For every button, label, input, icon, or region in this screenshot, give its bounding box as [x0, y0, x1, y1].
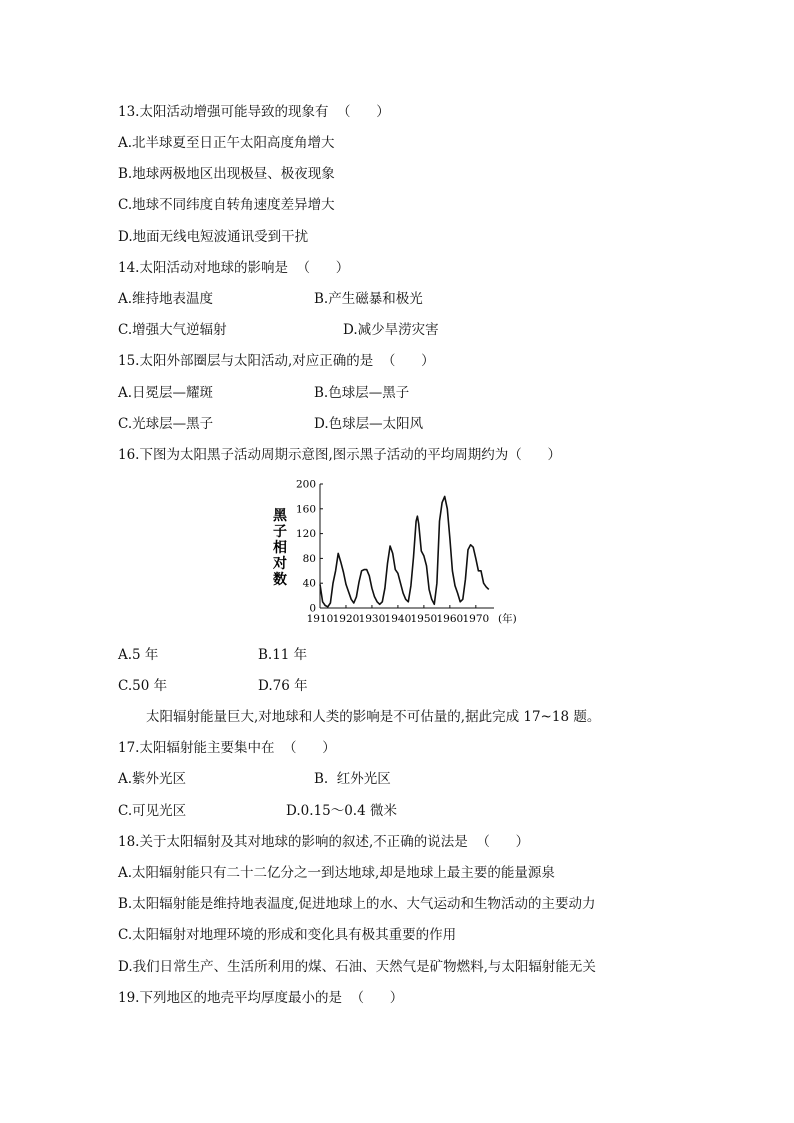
question-14-option-a: A.维持地表温度	[118, 291, 214, 307]
x-axis-label: (年)	[498, 613, 517, 625]
passage-intro: 太阳辐射能量巨大,对地球和人类的影响是不可估量的,据此完成 17~18 题。	[146, 709, 601, 725]
question-14-option-d: D.减少旱涝灾害	[343, 322, 439, 338]
y-tick-label: 200	[295, 478, 316, 491]
y-axis-label-char: 相	[273, 540, 287, 556]
y-axis-label	[272, 508, 288, 588]
question-18-option-b: B.太阳辐射能是维持地表温度,促进地球上的水、大气运动和生物活动的主要动力	[118, 896, 596, 912]
x-tick-label: 1970	[462, 613, 490, 625]
question-16-stem: 16.下图为太阳黑子活动周期示意图,图示黑子活动的平均周期约为（ ）	[118, 447, 562, 463]
question-15-option-c: C.光球层—黑子	[118, 416, 214, 432]
question-14-stem: 14.太阳活动对地球的影响是 （ ）	[118, 260, 350, 276]
x-tick-label: 1910	[306, 613, 334, 625]
y-tick-label: 160	[295, 503, 316, 516]
question-18-option-d: D.我们日常生产、生活所利用的煤、石油、天然气是矿物燃料,与太阳辐射能无关	[118, 959, 596, 975]
question-15-option-b: B.色球层—黑子	[314, 385, 410, 401]
question-15-stem: 15.太阳外部圈层与太阳活动,对应正确的是 （ ）	[118, 353, 435, 369]
question-14-option-b: B.产生磁暴和极光	[314, 291, 423, 307]
question-19-stem: 19.下列地区的地壳平均厚度最小的是 （ ）	[118, 990, 404, 1006]
question-18-option-c: C.太阳辐射对地理环境的形成和变化具有极其重要的作用	[118, 927, 457, 943]
question-13-option-d: D.地面无线电短波通讯受到干扰	[118, 229, 309, 245]
question-18-stem: 18.关于太阳辐射及其对地球的影响的叙述,不正确的说法是 （ ）	[118, 834, 530, 850]
question-16-option-c: C.50 年	[118, 678, 168, 694]
question-13-option-b: B.地球两极地区出现极昼、极夜现象	[118, 166, 335, 182]
x-tick-label: 1930	[358, 613, 386, 625]
question-17-stem: 17.太阳辐射能主要集中在 （ ）	[118, 740, 336, 756]
question-13-option-a: A.北半球夏至日正午太阳高度角增大	[118, 135, 335, 151]
y-tick-label: 120	[295, 528, 316, 541]
question-16-option-a: A.5 年	[118, 647, 159, 663]
y-axis-label-char: 对	[273, 556, 287, 572]
y-tick-label: 0	[309, 602, 316, 615]
x-tick-label: 1940	[384, 613, 412, 625]
sunspot-series-line	[320, 496, 489, 606]
y-axis-label-char: 黑	[273, 508, 287, 524]
question-14-option-c: C.增强大气逆辐射	[118, 322, 227, 338]
x-tick-label: 1960	[436, 613, 464, 625]
question-15-option-a: A.日冕层—耀斑	[118, 385, 214, 401]
question-17-option-a: A.紫外光区	[118, 771, 187, 787]
y-axis-label-char: 子	[273, 524, 287, 540]
question-17-option-b: B. 红外光区	[314, 771, 391, 787]
y-axis-label-char: 数	[273, 572, 287, 588]
question-17-option-d: D.0.15～0.4 微米	[286, 803, 397, 819]
question-13-option-c: C.地球不同纬度自转角速度差异增大	[118, 197, 335, 213]
question-16-option-d: D.76 年	[258, 678, 308, 694]
x-tick-label: 1950	[410, 613, 438, 625]
x-tick-label: 1920	[332, 613, 360, 625]
question-16-option-b: B.11 年	[258, 647, 308, 663]
sunspot-cycle-chart	[262, 474, 522, 634]
y-tick-label: 40	[302, 577, 316, 590]
question-18-option-a: A.太阳辐射能只有二十二亿分之一到达地球,却是地球上最主要的能量源泉	[118, 865, 555, 881]
question-13-stem: 13.太阳活动增强可能导致的现象有 （ ）	[118, 104, 390, 120]
question-17-option-c: C.可见光区	[118, 803, 187, 819]
y-tick-label: 80	[302, 552, 316, 565]
question-15-option-d: D.色球层—太阳风	[314, 416, 424, 432]
